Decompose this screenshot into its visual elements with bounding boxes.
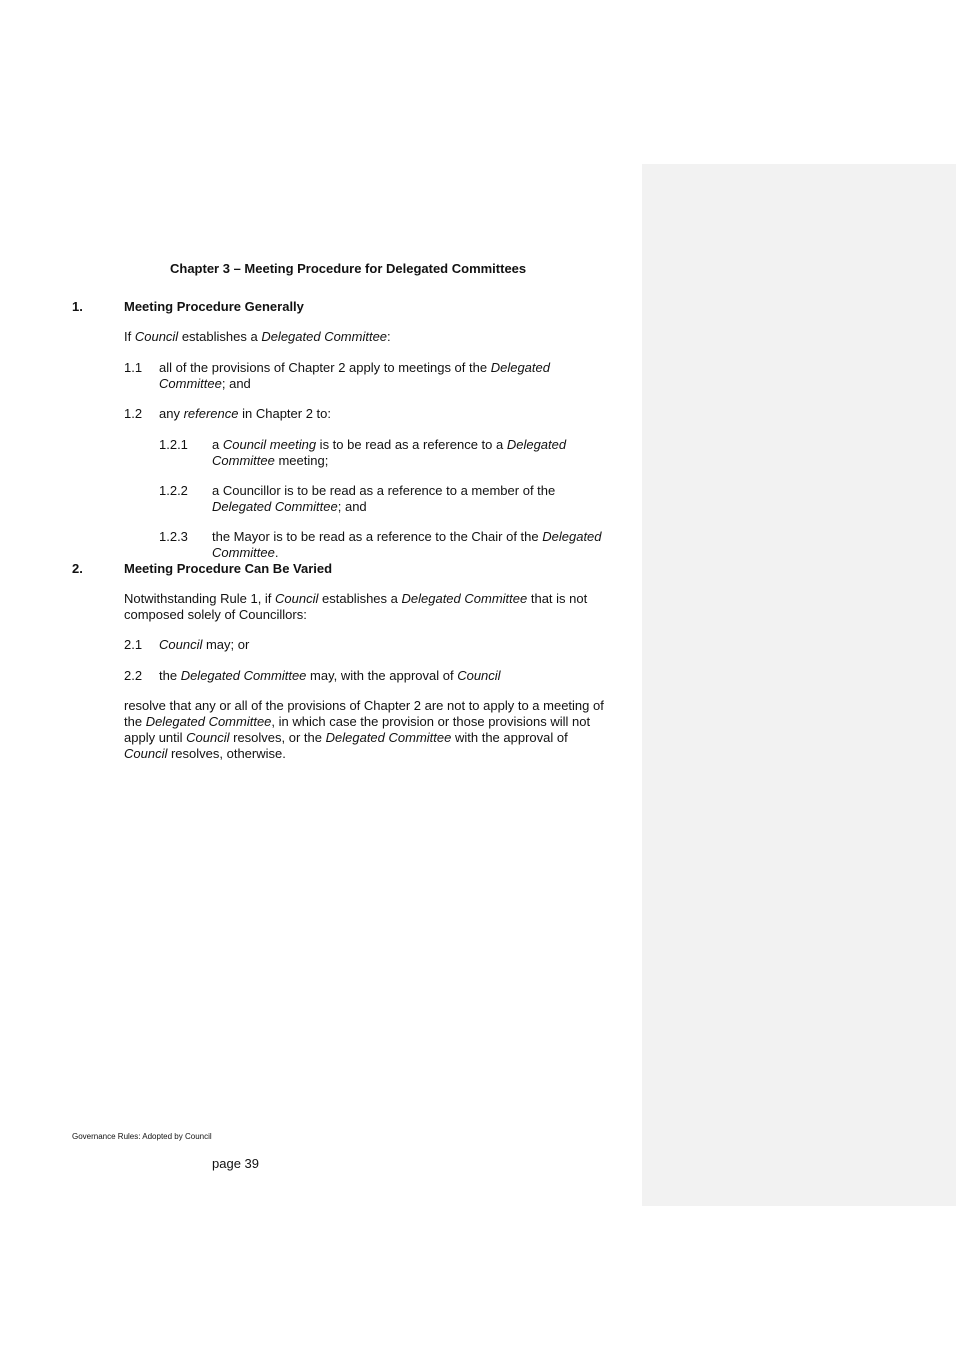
section-intro: If Council establishes a Delegated Committee: — [124, 329, 391, 344]
footer-doc-label: Governance Rules: Adopted by Council — [72, 1132, 212, 1141]
subitem-text-line: a Council meeting is to be read as a reference to a Delegated — [212, 437, 567, 452]
item-text-line: Council may; or — [159, 637, 250, 652]
closing-line: apply until Council resolves, or the Delegated Committee with the approval of — [124, 730, 568, 745]
item-number: 2.2 — [124, 668, 143, 683]
item-text-line: the Delegated Committee may, with the approval of Council — [159, 668, 501, 683]
closing-line: resolve that any or all of the provisions of Chapter 2 are not to apply to a meeting of — [124, 698, 604, 713]
chapter-title: Chapter 3 – Meeting Procedure for Delegated Committees — [170, 261, 527, 276]
item-number: 1.2 — [124, 406, 143, 421]
section-heading: Meeting Procedure Generally — [124, 299, 304, 314]
item-text-line: all of the provisions of Chapter 2 apply to meetings of the Delegated — [159, 360, 550, 375]
footer-page-number: page 39 — [212, 1156, 259, 1171]
subitem-number: 1.2.1 — [159, 437, 188, 452]
subitem-text-line: Committee meeting; — [212, 453, 329, 468]
closing-line: the Delegated Committee, in which case the provision or those provisions will not — [124, 714, 591, 729]
subitem-text-line: Committee. — [212, 545, 279, 560]
section-number: 2. — [72, 561, 83, 576]
subitem-text-line: the Mayor is to be read as a reference to the Chair of the Delegated — [212, 529, 602, 544]
closing-line: Council resolves, otherwise. — [124, 746, 286, 761]
comment-pane — [642, 164, 956, 1206]
section-intro-line: composed solely of Councillors: — [124, 607, 307, 622]
subitem-number: 1.2.3 — [159, 529, 188, 544]
subitem-text-line: a Councillor is to be read as a reference to a member of the — [212, 483, 556, 498]
item-text-line: any reference in Chapter 2 to: — [159, 406, 331, 421]
section-heading: Meeting Procedure Can Be Varied — [124, 561, 333, 576]
subitem-number: 1.2.2 — [159, 483, 188, 498]
subitem-text-line: Delegated Committee; and — [212, 499, 367, 514]
section-intro-line: Notwithstanding Rule 1, if Council establishes a Delegated Committee that is not — [124, 591, 588, 606]
item-number: 2.1 — [124, 637, 143, 652]
section-number: 1. — [72, 299, 83, 314]
item-text-line: Committee; and — [159, 376, 251, 391]
item-number: 1.1 — [124, 360, 143, 375]
